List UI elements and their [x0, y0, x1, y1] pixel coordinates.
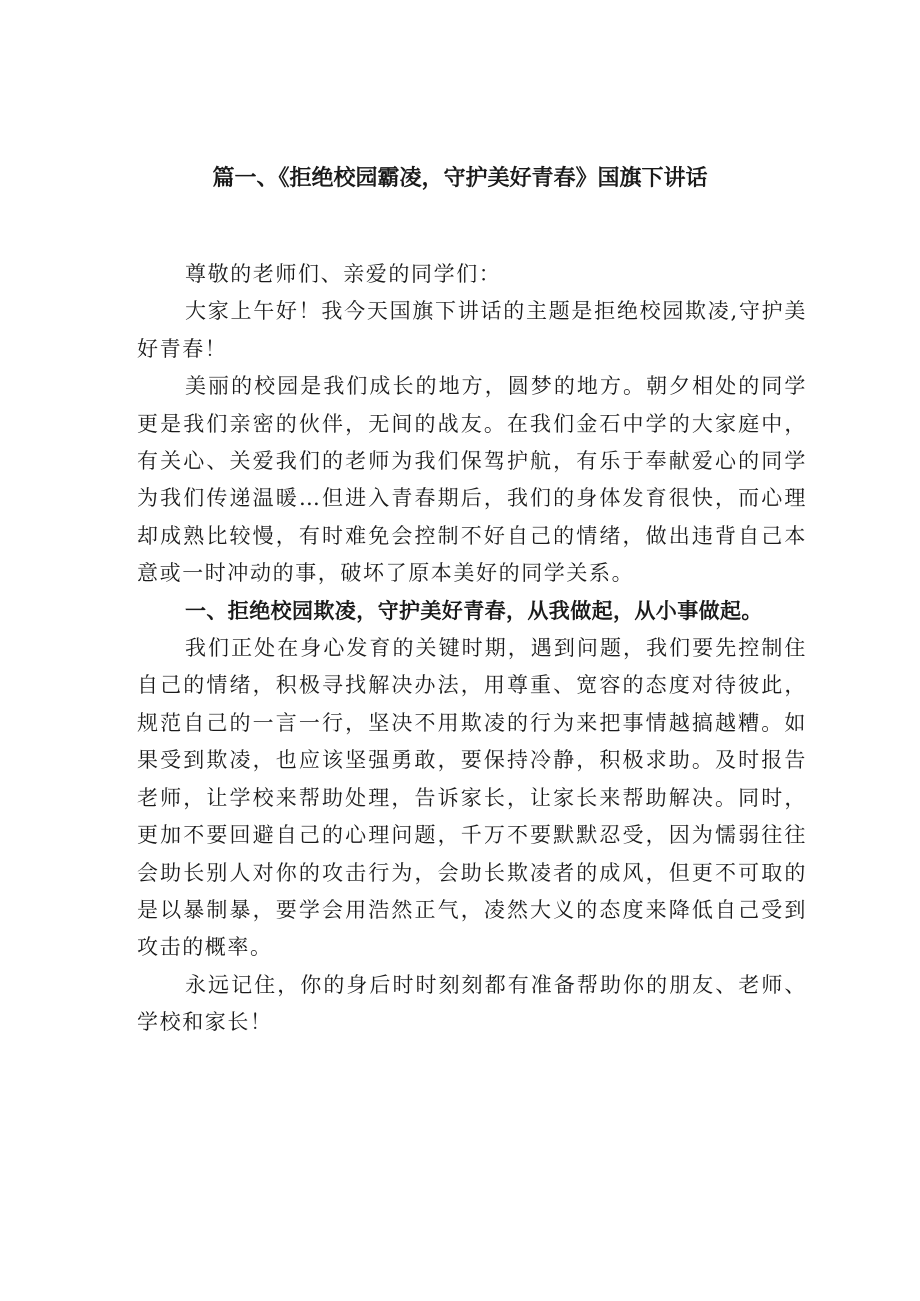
- section-heading: 一、拒绝校园欺凌，守护美好青春，从我做起，从小事做起。: [185, 598, 763, 623]
- paragraph-advice: 我们正处在身心发育的关键时期，遇到问题，我们要先控制住自己的情绪，积极寻找解决办法，用尊重、宽容的态度对待彼此，规范自己的一言一行，坚决不用欺凌的行为来把事情越搞越糟。如果受到欺凌，也应该坚强勇敢，要保持冷静，积极求助。及时报告老师，让学校来帮助处理，告诉家长，让家长来帮助解决。同时，更加不要回避自己的心理问题，千万不要默默忍受，因为懦弱往往会助长别人对你的攻击行为，会助长欺凌者的成风，但更不可取的是以暴制暴，要学会用浩然正气，凌然大义的态度来降低自己受到攻击的概率。: [137, 636, 807, 960]
- document-body: [137, 256, 807, 1042]
- paragraph-campus: 美丽的校园是我们成长的地方，圆梦的地方。朝夕相处的同学更是我们亲密的伙伴，无间的战友。在我们金石中学的大家庭中，有关心、关爱我们的老师为我们保驾护航，有乐于奉献爱心的同学为我们传递温暖…但进入青春期后，我们的身体发育很快，而心理却成熟比较慢，有时难免会控制不好自己的情绪，做出违背自己本意或一时冲动的事，破坏了原本美好的同学关系。: [137, 374, 807, 586]
- salutation: 尊敬的老师们、亲爱的同学们：: [185, 262, 502, 286]
- paragraph-closing: 永远记住，你的身后时时刻刻都有准备帮助你的朋友、老师、学校和家长！: [137, 972, 807, 1035]
- paragraph-greeting: 大家上午好！我今天国旗下讲话的主题是拒绝校园欺凌,守护美好青春！: [137, 299, 807, 361]
- document-title: 篇一、《拒绝校园霸凌，守护美好青春》国旗下讲话: [212, 166, 708, 191]
